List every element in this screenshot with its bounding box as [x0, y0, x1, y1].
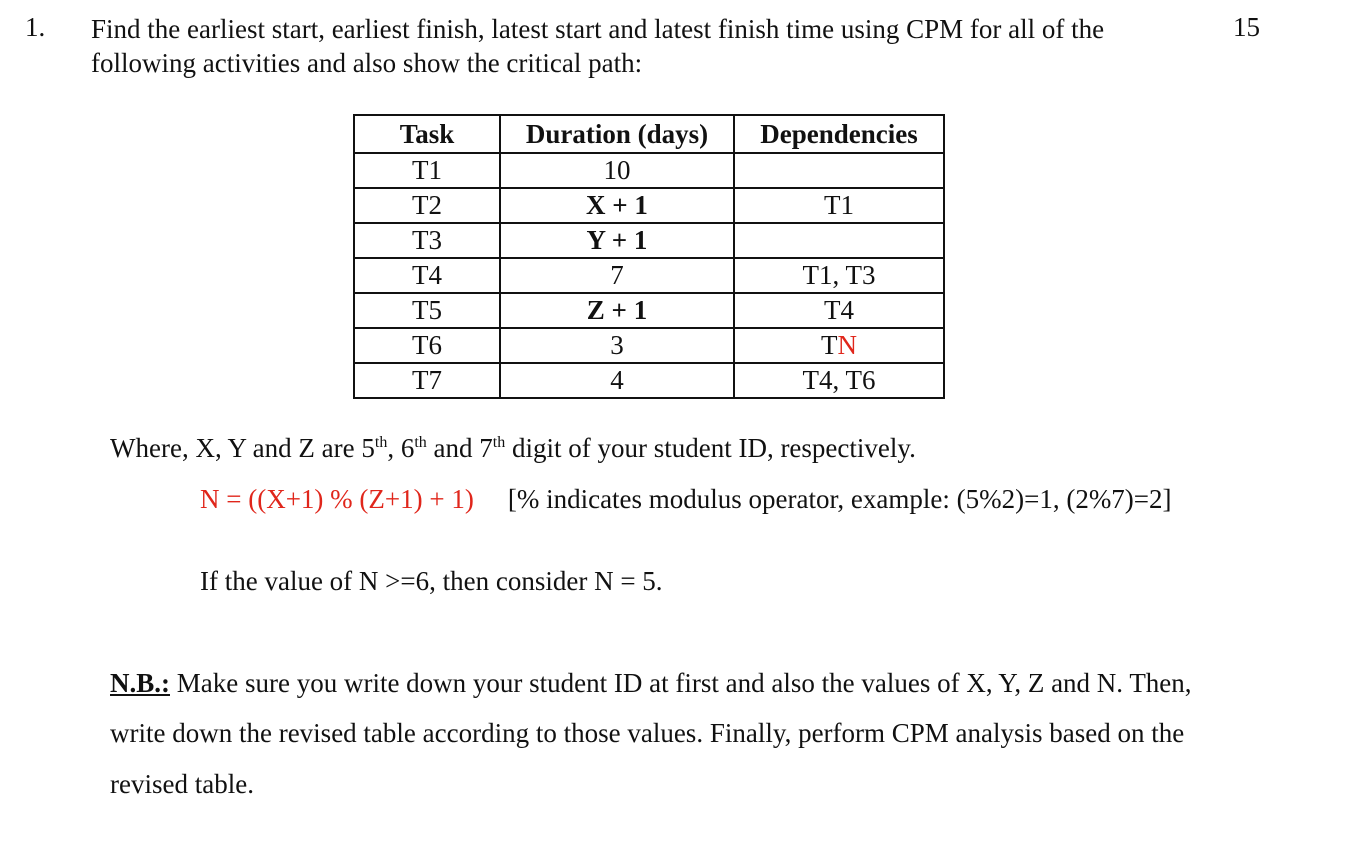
header-task: Task: [354, 115, 500, 153]
nb-text: Make sure you write down your student ID at first and also the values of X, Y, Z and N. Then,: [170, 668, 1192, 698]
question-marks: 15: [1233, 12, 1260, 42]
header-duration: Duration (days): [500, 115, 734, 153]
duration-cell: 4: [500, 363, 734, 398]
table-row: [354, 153, 944, 188]
dependencies-cell: [734, 153, 944, 188]
modulus-note: [% indicates modulus operator, example: (5%2)=1, (2%7)=2]: [507, 484, 1172, 514]
task-cell: T3: [354, 223, 500, 258]
duration-cell: Y + 1: [500, 223, 734, 258]
duration-cell: 7: [500, 258, 734, 293]
ordinal-suffix: th: [374, 434, 388, 451]
task-cell: T4: [354, 258, 500, 293]
dependency-variable: N: [837, 330, 857, 360]
nb-line-3: revised table.: [110, 769, 254, 799]
table-row: [354, 223, 944, 258]
where-text: and 7: [426, 433, 493, 463]
table-header-row: [354, 115, 944, 153]
task-cell: T2: [354, 188, 500, 223]
table-row: [354, 293, 944, 328]
header-dependencies: Dependencies: [734, 115, 944, 153]
dependencies-cell: T4: [734, 293, 944, 328]
duration-cell: 10: [500, 153, 734, 188]
dependency-prefix: T: [821, 330, 838, 360]
dependencies-cell: T1: [734, 188, 944, 223]
where-statement: [110, 433, 916, 464]
task-cell: T5: [354, 293, 500, 328]
nb-label: N.B.:: [110, 668, 170, 698]
task-cell: T1: [354, 153, 500, 188]
table-row: [354, 328, 944, 363]
ordinal-suffix: th: [414, 434, 427, 451]
where-text: , 6: [387, 433, 415, 463]
dependencies-cell: [734, 223, 944, 258]
where-text: Where, X, Y and Z are 5: [110, 433, 375, 463]
table-row: [354, 363, 944, 398]
question-text-line-2: following activities and also show the critical path:: [91, 48, 643, 78]
table-row: [354, 188, 944, 223]
n-condition: If the value of N >=6, then consider N = 5.: [200, 566, 663, 596]
question-number: 1.: [25, 12, 46, 42]
duration-cell: Z + 1: [500, 293, 734, 328]
nb-line-1: [110, 668, 1192, 699]
nb-line-2: write down the revised table according to those values. Finally, perform CPM analysis based on the: [110, 718, 1185, 748]
task-cell: T6: [354, 328, 500, 363]
formula-line: [200, 484, 1172, 515]
dependencies-cell: T4, T6: [734, 363, 944, 398]
duration-cell: X + 1: [500, 188, 734, 223]
question-text-line-1: Find the earliest start, earliest finish, latest start and latest finish time using CPM for all of the: [91, 14, 1105, 44]
where-text: digit of your student ID, respectively.: [505, 433, 916, 463]
dependencies-cell: T1, T3: [734, 258, 944, 293]
ordinal-suffix: th: [492, 434, 506, 451]
activity-table: [353, 114, 945, 399]
task-cell: T7: [354, 363, 500, 398]
table-row: [354, 258, 944, 293]
duration-cell: 3: [500, 328, 734, 363]
dependencies-cell: [734, 328, 944, 363]
n-formula: N = ((X+1) % (Z+1) + 1): [200, 484, 474, 514]
